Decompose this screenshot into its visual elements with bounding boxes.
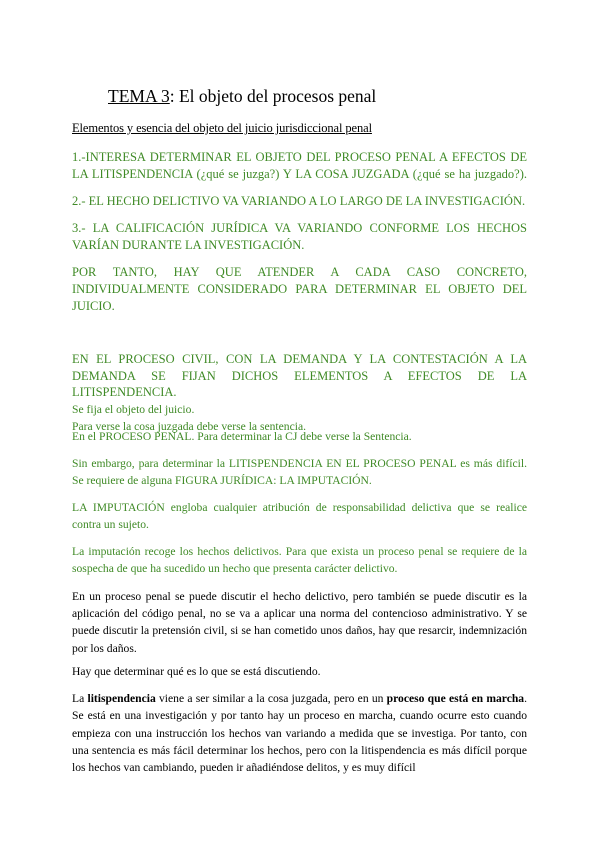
paragraph-9-text: La imputación recoge los hechos delictivos. Para que exista un proceso penal se requiere de la sospecha de que ha sucedido un hecho que presenta carácter delictivo.	[72, 545, 527, 575]
section-subtitle: Elementos y esencia del objeto del juicio jurisdiccional penal	[72, 121, 372, 135]
paragraph-8-text: LA IMPUTACIÓN engloba cualquier atribución de responsabilidad delictiva que se realice contra un sujeto.	[72, 501, 527, 531]
paragraph-6-text: En el PROCESO PENAL. Para determinar la CJ debe verse la Sentencia.	[72, 430, 412, 443]
term-litispendencia: litispendencia	[87, 692, 156, 705]
paragraph-10	[72, 588, 527, 657]
paragraph-5-line2: Se fija el objeto del juicio.	[72, 402, 195, 416]
title-rest: : El objeto del procesos penal	[169, 86, 377, 106]
paragraph-2-text: 2.- EL HECHO DELICTIVO VA VARIANDO A LO LARGO DE LA INVESTIGACIÓN.	[72, 194, 526, 208]
paragraph-3	[72, 220, 527, 253]
paragraph-12-part-c: viene a ser similar a la cosa juzgada, pero en un	[155, 692, 387, 705]
paragraph-5	[72, 351, 527, 436]
paragraph-1	[72, 149, 527, 182]
term-proceso-en-marcha: proceso que está en marcha	[386, 692, 525, 705]
page-title	[108, 86, 376, 107]
paragraph-12-part-a: La	[72, 692, 88, 705]
paragraph-5-caps: EN EL PROCESO CIVIL, CON LA DEMANDA Y LA CONTESTACIÓN A LA DEMANDA SE FIJAN DICHOS ELEMENTOS A EFECTOS DE LA LITISPENDENCIA.	[72, 352, 527, 399]
paragraph-5-line3: Para verse la cosa juzgada debe verse la sentencia.	[72, 420, 307, 433]
paragraph-10-text: En un proceso penal se puede discutir el hecho delictivo, pero también se puede discutir es la aplicación del código penal, no se va a aplicar una norma del contencioso administrativo. Y se puede discutir la pretensión civil, si se han cometido unos daños, hay que resarcir, indemnización por los daños.	[72, 590, 527, 655]
paragraph-7-text: Sin embargo, para determinar la LITISPENDENCIA EN EL PROCESO PENAL es más difícil. Se requiere de alguna FIGURA JURÍDICA: LA IMPUTACIÓN.	[72, 457, 527, 487]
paragraph-11-text: Hay que determinar qué es lo que se está discutiendo.	[72, 665, 321, 678]
paragraph-12	[72, 690, 527, 776]
paragraph-3-text: 3.- LA CALIFICACIÓN JURÍDICA VA VARIANDO CONFORME LOS HECHOS VARÍAN DURANTE LA INVESTIGACIÓN.	[72, 221, 527, 252]
paragraph-1-text: 1.-INTERESA DETERMINAR EL OBJETO DEL PROCESO PENAL A EFECTOS DE LA LITISPENDENCIA (¿qué se juzga?) Y LA COSA JUZGADA (¿qué se ha juzgado?).	[72, 150, 527, 181]
paragraph-7	[72, 456, 527, 489]
paragraph-2	[72, 193, 527, 210]
paragraph-4-text: POR TANTO, HAY QUE ATENDER A CADA CASO CONCRETO, INDIVIDUALMENTE CONSIDERADO PARA DETERMINAR EL OBJETO DEL JUICIO.	[72, 265, 527, 313]
paragraph-9	[72, 544, 527, 577]
paragraph-6	[72, 429, 527, 446]
title-lead: TEMA 3	[108, 86, 170, 106]
paragraph-4	[72, 264, 527, 315]
paragraph-12-part-e: . Se está en una investigación y por tanto hay un proceso en marcha, cuando ocurre esto cuando empieza con una instrucción los hechos van variando a medida que se investiga. Por tanto, con una sentencia es más fácil determinar los hechos, pero con la litispendencia es más difícil porque los hechos van cambiando, pueden ir añadiéndose delitos, y es muy difícil	[72, 692, 528, 775]
paragraph-8	[72, 500, 527, 533]
paragraph-11	[72, 664, 527, 681]
